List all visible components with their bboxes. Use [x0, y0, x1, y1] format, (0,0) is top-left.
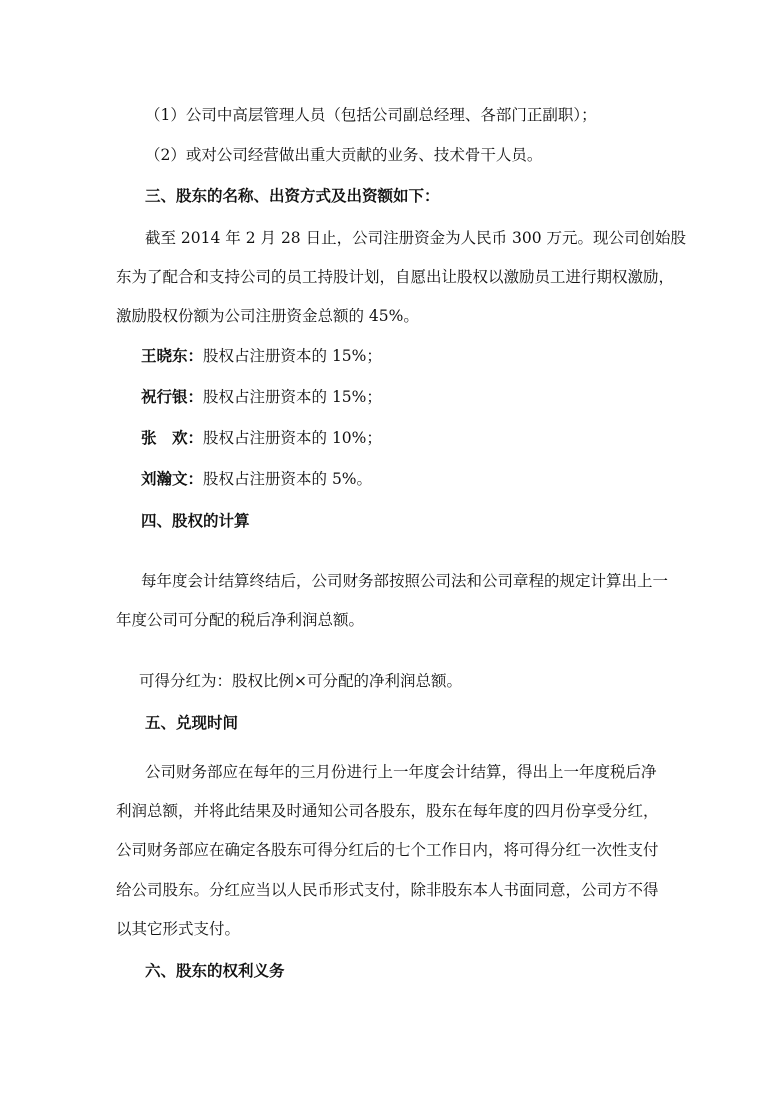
section-5-para-line-1: 公司财务部应在每年的三月份进行上一年度会计结算，得出上一年度税后净: [145, 763, 657, 781]
shareholder-row-4: [141, 469, 372, 489]
section-5-para-line-4: 给公司股东。分红应当以人民币形式支付，除非股东本人书面同意，公司方不得: [116, 881, 659, 899]
section-3-para-line-3: 激励股权份额为公司注册资金总额的 45%。: [116, 307, 419, 325]
shareholder-share: 股权占注册资本的 5%。: [203, 470, 373, 488]
shareholder-row-1: [141, 346, 382, 366]
shareholder-name: 祝行银：: [141, 387, 204, 406]
section-5-para-line-5: 以其它形式支付。: [116, 920, 241, 938]
section-4-para-line-1: 每年度会计结算终结后，公司财务部按照公司法和公司章程的规定计算出上一: [141, 572, 669, 590]
section-3-para-line-1: 截至 2014 年 2 月 28 日止，公司注册资金为人民币 300 万元。现公司创始股: [145, 229, 687, 247]
section-5-para-line-2: 利润总额，并将此结果及时通知公司各股东，股东在每年度的四月份享受分红，: [116, 802, 659, 820]
section-4-para-line-2: 年度公司可分配的税后净利润总额。: [116, 611, 365, 629]
section-5-heading: 五、兑现时间: [145, 713, 239, 732]
shareholder-share: 股权占注册资本的 10%；: [203, 429, 382, 447]
shareholder-name: 王晓东：: [141, 346, 204, 365]
shareholder-row-3: [141, 428, 382, 448]
section-4-heading: 四、股权的计算: [141, 511, 250, 530]
shareholder-row-2: [141, 387, 382, 407]
shareholder-share: 股权占注册资本的 15%；: [203, 347, 382, 365]
section-3-heading: 三、股东的名称、出资方式及出资额如下：: [145, 186, 440, 205]
section-4-formula: 可得分红为：股权比例×可分配的净利润总额。: [139, 672, 462, 690]
shareholder-name: 张 欢：: [141, 428, 204, 447]
shareholder-name: 刘瀚文：: [141, 469, 204, 488]
list-item-1: （1）公司中高层管理人员（包括公司副总经理、各部门正副职）；: [145, 106, 597, 124]
shareholder-share: 股权占注册资本的 15%；: [203, 388, 382, 406]
section-5-para-line-3: 公司财务部应在确定各股东可得分红后的七个工作日内，将可得分红一次性支付: [116, 841, 659, 859]
section-6-heading: 六、股东的权利义务: [145, 961, 285, 980]
section-3-para-line-2: 东为了配合和支持公司的员工持股计划，自愿出让股权以激励员工进行期权激励，: [116, 268, 675, 286]
list-item-2: （2）或对公司经营做出重大贡献的业务、技术骨干人员。: [145, 146, 543, 164]
